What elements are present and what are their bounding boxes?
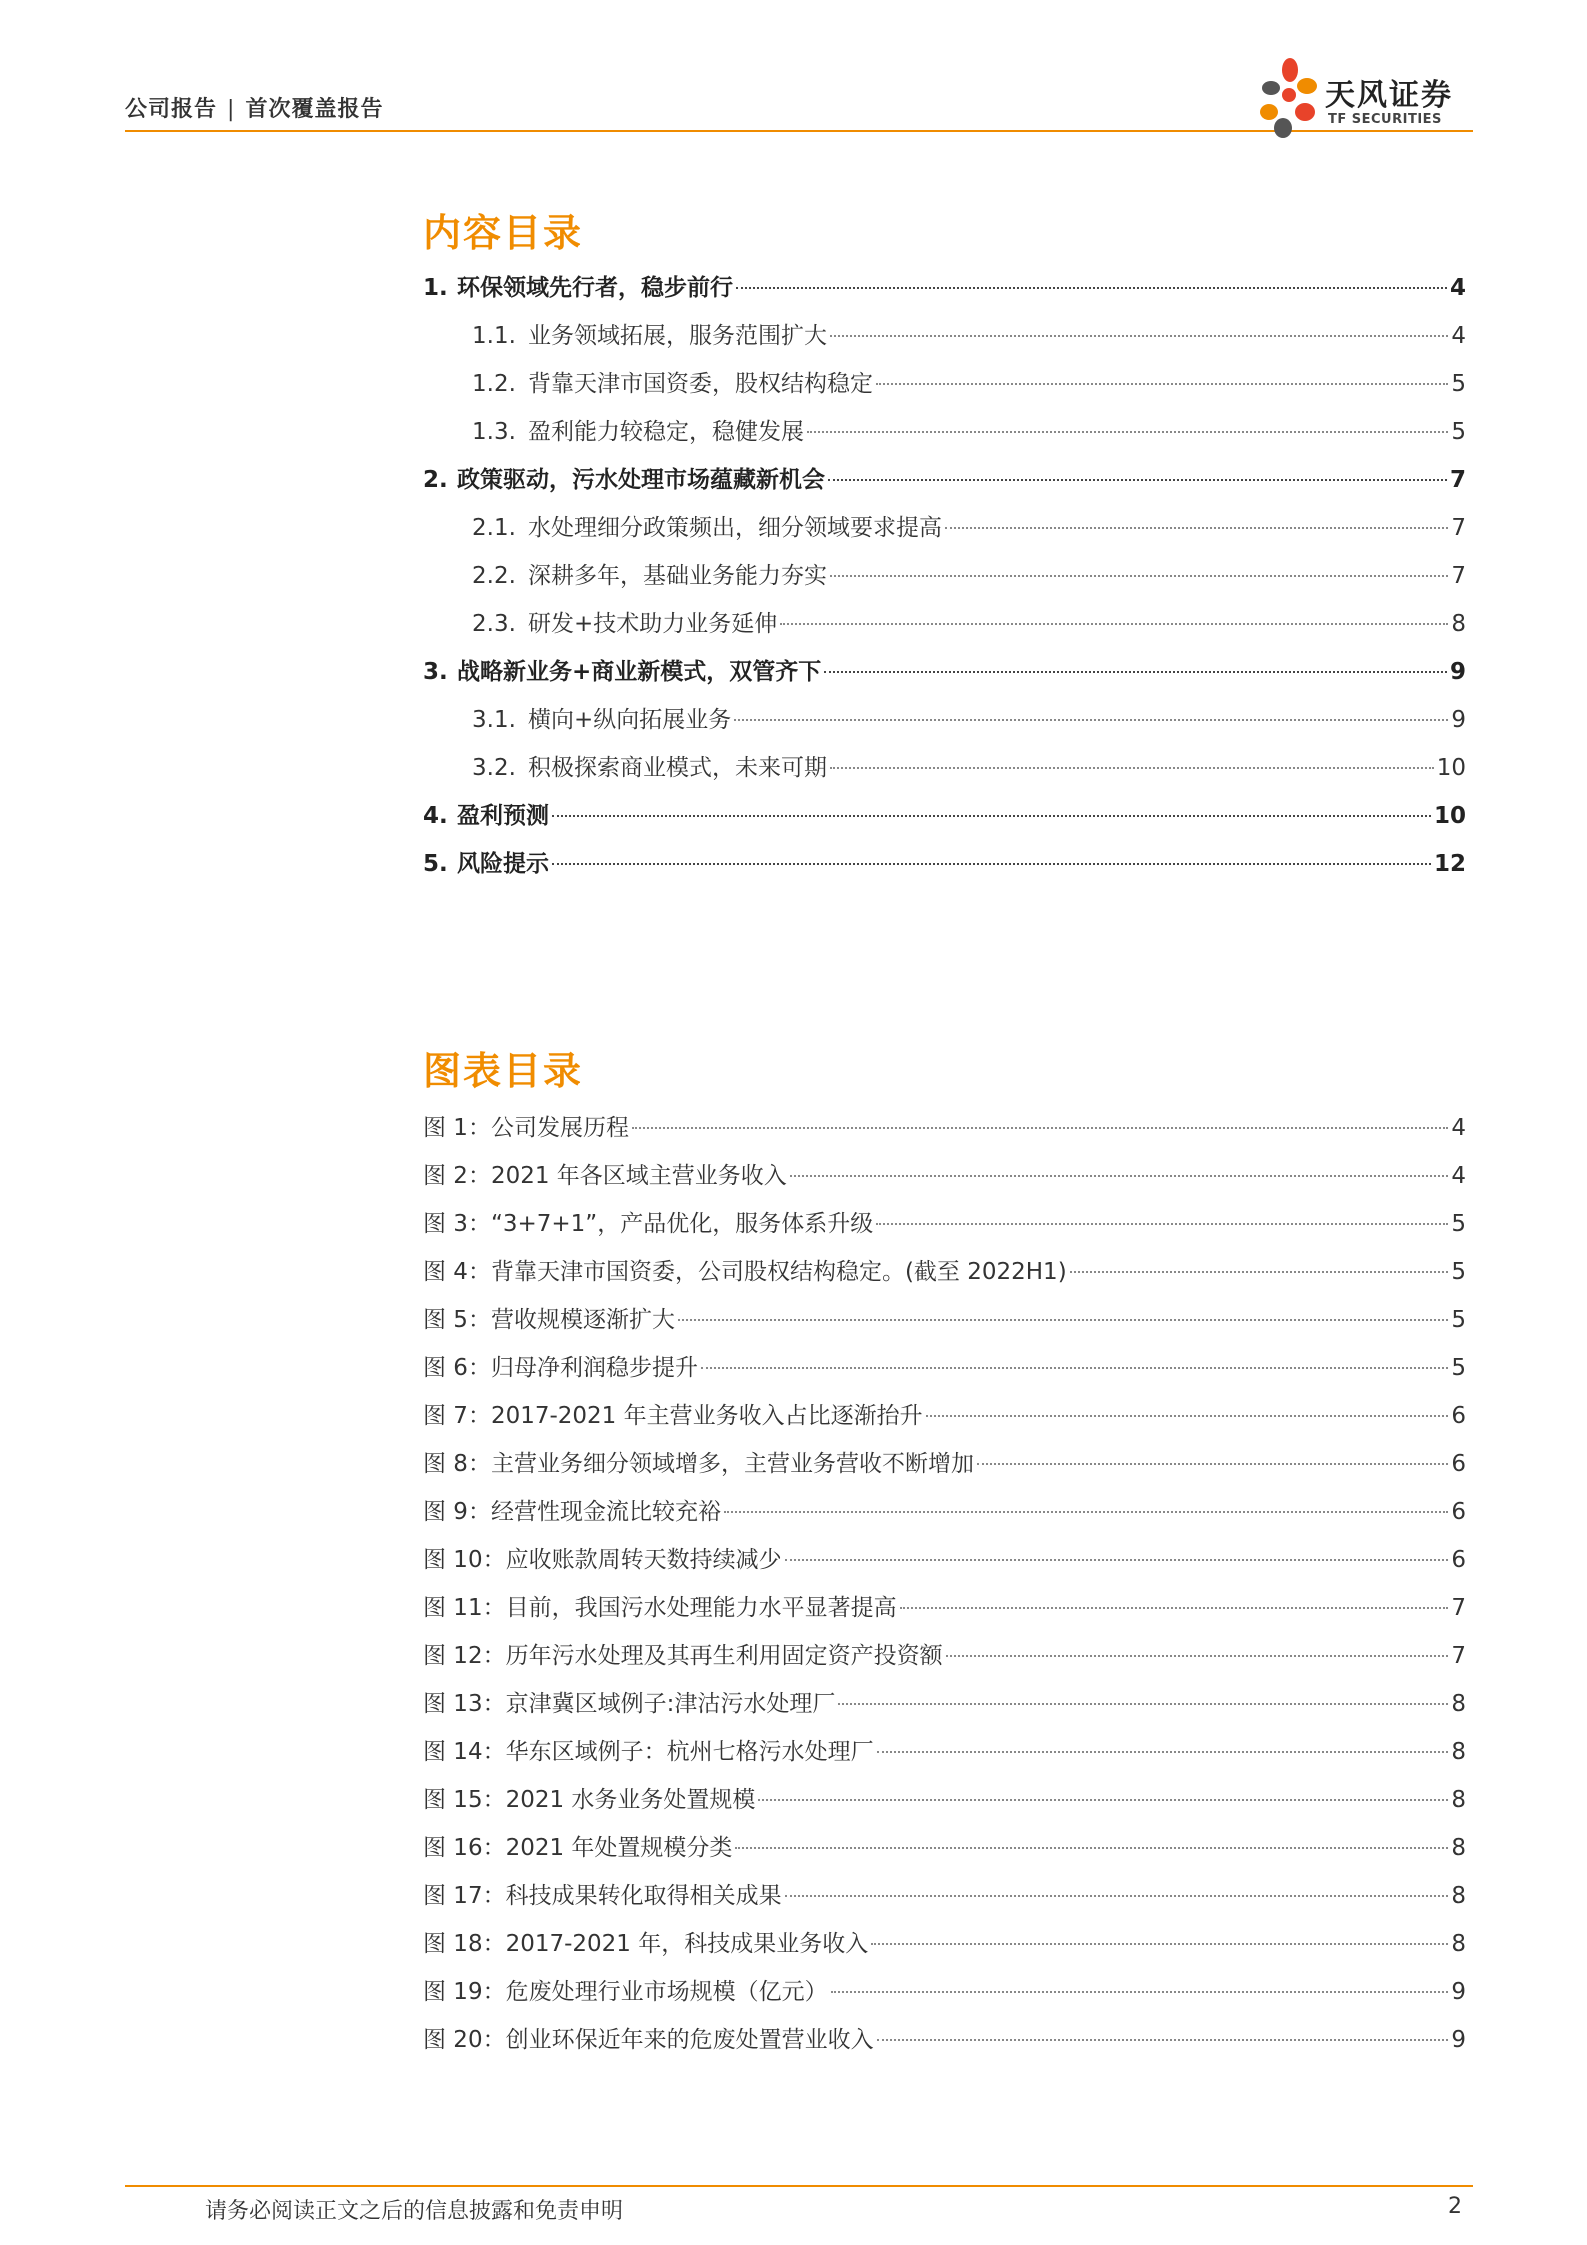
toc-entry-page: 7 [1451,563,1466,589]
toc-title: 内容目录 [423,211,584,255]
logo-subtitle: TF SECURITIES [1328,112,1442,127]
figure-entry-page: 6 [1451,1403,1466,1429]
figure-entry-page: 6 [1451,1499,1466,1525]
toc-entry[interactable] [423,792,1466,840]
dot-leader [552,815,1431,817]
toc-entry[interactable] [423,408,1466,456]
dot-leader [871,1943,1448,1945]
figure-entry-title: 图 3：“3+7+1”，产品优化，服务体系升级 [423,1211,874,1237]
figure-entry-page: 9 [1451,1979,1466,2005]
figure-entry[interactable] [423,1872,1466,1920]
figure-entry-title: 图 15：2021 水务业务处置规模 [423,1787,756,1813]
figure-entry-title: 图 5：营收规模逐渐扩大 [423,1307,675,1333]
footer-divider [125,2185,1473,2187]
figure-entry-title: 图 11：目前，我国污水处理能力水平显著提高 [423,1595,897,1621]
toc-entry-title: 盈利能力较稳定，稳健发展 [528,419,804,445]
figure-entry-page: 5 [1451,1355,1466,1381]
footer-disclaimer: 请务必阅读正文之后的信息披露和免责申明 [205,2199,624,2224]
dot-leader [877,2039,1449,2041]
toc-entry-title: 水处理细分政策频出，细分领域要求提高 [528,515,942,541]
toc-entry-title: 盈利预测 [457,803,549,829]
toc-entry[interactable] [423,744,1466,792]
figure-entry[interactable] [423,1584,1466,1632]
figure-entry-title: 图 1：公司发展历程 [423,1115,629,1141]
toc-entry[interactable] [423,648,1466,696]
toc-entry-page: 7 [1449,467,1466,493]
toc-entry-number: 3.1. [472,707,516,733]
toc-entry[interactable] [423,600,1466,648]
figure-entry-page: 4 [1451,1115,1466,1141]
toc-entry-page: 12 [1433,851,1466,877]
dot-leader [632,1127,1448,1129]
toc-entry-page: 4 [1449,275,1466,301]
logo-name: 天风证券 [1325,78,1453,113]
dot-leader [736,287,1447,289]
dot-leader [785,1559,1449,1561]
figure-entry[interactable] [423,1440,1466,1488]
dot-leader [780,623,1448,625]
toc-entry-page: 5 [1451,419,1466,445]
dot-leader [735,1847,1448,1849]
figure-entry-title: 图 16：2021 年处置规模分类 [423,1835,733,1861]
figure-entry[interactable] [423,1776,1466,1824]
toc-entry[interactable] [423,696,1466,744]
figures-title: 图表目录 [423,1049,584,1093]
dot-leader [678,1319,1448,1321]
figure-entry-title: 图 19：危废处理行业市场规模（亿元） [423,1979,828,2005]
dot-leader [824,671,1447,673]
figure-entry-page: 8 [1451,1931,1466,1957]
toc-entry-title: 政策驱动，污水处理市场蕴藏新机会 [457,467,825,493]
figure-entry-title: 图 12：历年污水处理及其再生利用固定资产投资额 [423,1643,943,1669]
toc-entry-title: 风险提示 [457,851,549,877]
figure-entry-page: 6 [1451,1451,1466,1477]
figure-entry[interactable] [423,1248,1466,1296]
figure-entry[interactable] [423,1824,1466,1872]
company-logo [1255,50,1475,145]
dot-leader [977,1463,1448,1465]
page-number: 2 [1448,2194,1462,2219]
report-type: 公司报告 [125,97,218,122]
figure-entry-title: 图 8：主营业务细分领域增多，主营业务营收不断增加 [423,1451,974,1477]
toc-entry-number: 5. [423,851,448,877]
figure-entry-page: 6 [1451,1547,1466,1573]
toc-entry-number: 1. [423,275,448,301]
figure-entry[interactable] [423,1488,1466,1536]
dot-leader [724,1511,1448,1513]
toc-entry-page: 10 [1433,803,1466,829]
figure-entry-title: 图 14：华东区域例子：杭州七格污水处理厂 [423,1739,874,1765]
figure-entry-page: 5 [1451,1259,1466,1285]
report-subtype: 首次覆盖报告 [245,97,384,122]
toc-entry[interactable] [423,456,1466,504]
toc-entry-title: 背靠天津市国资委，股权结构稳定 [528,371,873,397]
figure-entry[interactable] [423,1536,1466,1584]
figure-entry-title: 图 7：2017-2021 年主营业务收入占比逐渐抬升 [423,1403,923,1429]
dot-leader [946,1655,1449,1657]
figure-entry[interactable] [423,1728,1466,1776]
toc-entry-title: 战略新业务+商业新模式，双管齐下 [457,659,822,685]
figure-entry-title: 图 18：2017-2021 年，科技成果业务收入 [423,1931,869,1957]
figures-list [423,1104,1466,2064]
dot-leader [701,1367,1448,1369]
dot-leader [790,1175,1449,1177]
figure-entry[interactable] [423,1344,1466,1392]
toc-entry-number: 2. [423,467,448,493]
toc-entry-title: 研发+技术助力业务延伸 [528,611,778,637]
toc-entry[interactable] [423,504,1466,552]
toc-entry-title: 积极探索商业模式，未来可期 [528,755,827,781]
toc-entry-page: 8 [1451,611,1466,637]
dot-leader [876,1223,1448,1225]
dot-leader [830,575,1448,577]
figure-entry-page: 8 [1451,1739,1466,1765]
dot-leader [926,1415,1449,1417]
flower-logo-icon [1255,50,1325,145]
figure-entry-page: 8 [1451,1883,1466,1909]
dot-leader [830,335,1448,337]
toc-entry-title: 业务领域拓展，服务范围扩大 [528,323,827,349]
dot-leader [828,479,1447,481]
figure-entry[interactable] [423,1296,1466,1344]
figure-entry-title: 图 6：归母净利润稳步提升 [423,1355,698,1381]
dot-leader [838,1703,1448,1705]
figure-entry-title: 图 2：2021 年各区域主营业务收入 [423,1163,787,1189]
toc-entry-number: 1.1. [472,323,516,349]
toc-entry[interactable] [423,312,1466,360]
toc-entry-number: 2.3. [472,611,516,637]
figure-entry-title: 图 4：背靠天津市国资委，公司股权结构稳定。(截至 2022H1) [423,1259,1067,1285]
toc-entry-page: 10 [1436,755,1466,781]
figure-entry[interactable] [423,1920,1466,1968]
dot-leader [945,527,1448,529]
figure-entry[interactable] [423,1392,1466,1440]
toc-entry[interactable] [423,552,1466,600]
figure-entry[interactable] [423,1104,1466,1152]
figure-entry-title: 图 13：京津冀区域例子:津沽污水处理厂 [423,1691,836,1717]
toc-entry-number: 2.1. [472,515,516,541]
figure-entry-page: 8 [1451,1835,1466,1861]
dot-leader [876,383,1448,385]
figure-entry-page: 7 [1451,1595,1466,1621]
header-separator: | [227,97,236,122]
dot-leader [734,719,1448,721]
toc-entry-title: 横向+纵向拓展业务 [528,707,732,733]
figure-entry-page: 4 [1451,1163,1466,1189]
figure-entry[interactable] [423,1200,1466,1248]
figure-entry-title: 图 9：经营性现金流比较充裕 [423,1499,721,1525]
dot-leader [785,1895,1449,1897]
dot-leader [877,1751,1449,1753]
toc-entry-page: 5 [1451,371,1466,397]
toc-entry[interactable] [423,360,1466,408]
dot-leader [552,863,1431,865]
figure-entry-page: 9 [1451,2027,1466,2053]
dot-leader [758,1799,1448,1801]
toc-entry[interactable] [423,264,1466,312]
figure-entry-page: 5 [1451,1211,1466,1237]
dot-leader [900,1607,1449,1609]
toc-entry-title: 环保领域先行者，稳步前行 [457,275,733,301]
figure-entry-title: 图 10：应收账款周转天数持续减少 [423,1547,782,1573]
toc-entry-number: 1.2. [472,371,516,397]
toc-entry-page: 7 [1451,515,1466,541]
figure-entry-page: 7 [1451,1643,1466,1669]
figure-entry[interactable] [423,1680,1466,1728]
figure-entry[interactable] [423,1968,1466,2016]
toc-entry-title: 深耕多年，基础业务能力夯实 [528,563,827,589]
figure-entry-title: 图 17：科技成果转化取得相关成果 [423,1883,782,1909]
toc-entry[interactable] [423,840,1466,888]
figure-entry[interactable] [423,1632,1466,1680]
dot-leader [807,431,1448,433]
toc-entry-page: 9 [1449,659,1466,685]
toc-entry-page: 4 [1451,323,1466,349]
figure-entry[interactable] [423,1152,1466,1200]
dot-leader [1070,1271,1449,1273]
toc-entry-number: 1.3. [472,419,516,445]
dot-leader [831,1991,1449,1993]
figure-entry[interactable] [423,2016,1466,2064]
dot-leader [830,767,1434,769]
toc-list [423,264,1466,888]
report-header [125,92,383,123]
toc-entry-number: 3.2. [472,755,516,781]
toc-entry-number: 3. [423,659,448,685]
figure-entry-title: 图 20：创业环保近年来的危废处置营业收入 [423,2027,874,2053]
toc-entry-number: 4. [423,803,448,829]
figure-entry-page: 5 [1451,1307,1466,1333]
figure-entry-page: 8 [1451,1787,1466,1813]
figure-entry-page: 8 [1451,1691,1466,1717]
toc-entry-page: 9 [1451,707,1466,733]
toc-entry-number: 2.2. [472,563,516,589]
